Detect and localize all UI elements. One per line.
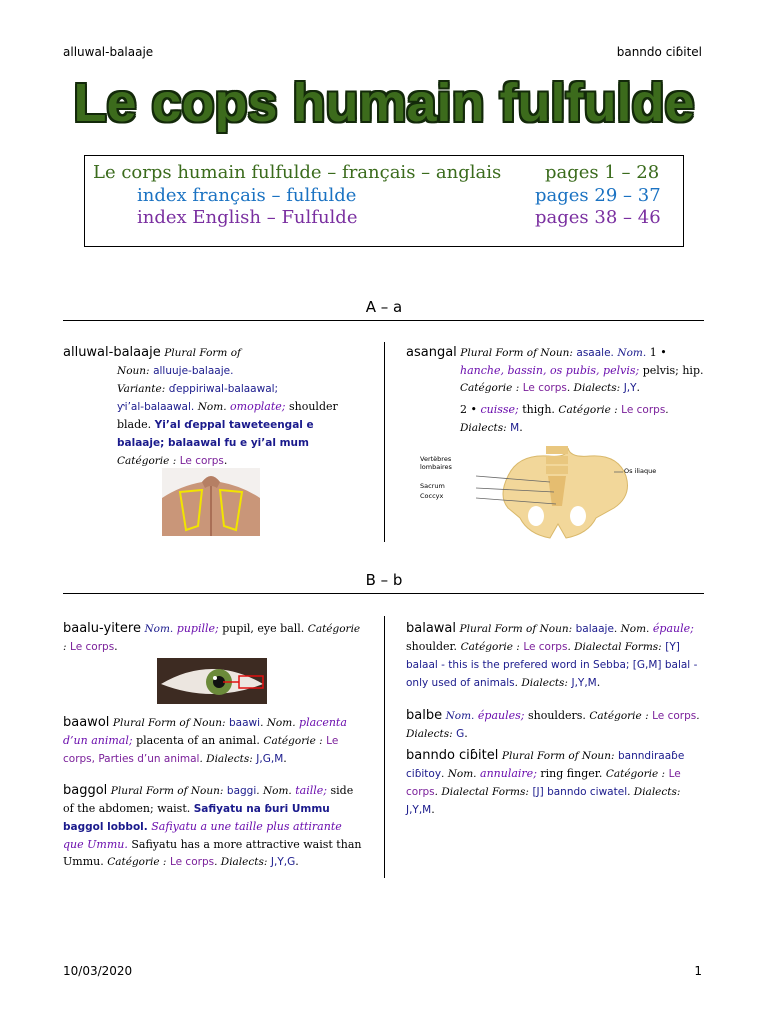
- example-sentence: Yi’al ɗeppal taweteengal e balaaje; balaawal fu e yi’al mum: [117, 419, 314, 449]
- category-value: Le corps, Parties d’un animal: [63, 735, 339, 765]
- english-gloss: placenta of an animal.: [136, 734, 260, 747]
- entry-baalu-yitere: [63, 620, 363, 656]
- english-gloss: thigh.: [522, 403, 555, 416]
- page-number: 1: [694, 964, 702, 978]
- pelvis-diagram: [418, 446, 680, 540]
- english-gloss: pelvis; hip.: [642, 364, 704, 377]
- running-header-right: banndo ciɓitel: [616, 45, 702, 59]
- plural-form: baawi: [229, 717, 261, 729]
- toc-row-3-label: index English – Fulfulde: [137, 207, 358, 228]
- grammar-note: Plural Form of Noun:: [460, 347, 573, 359]
- french-gloss: pupille;: [176, 622, 219, 635]
- dialectal-forms-label: . Dialectal Forms:: [434, 786, 529, 798]
- toc-row-1-label: Le corps humain fulfulde – français – anglais: [93, 162, 502, 183]
- dialects-value: J,G,M: [256, 753, 284, 765]
- punctuation: .: [283, 752, 287, 765]
- headword: asangal: [406, 345, 457, 360]
- toc-row-2-label: index français – fulfulde: [137, 185, 357, 206]
- english-gloss: shoulder blade.: [117, 400, 338, 431]
- variant-form: ƴi’al-balaawal.: [117, 401, 195, 413]
- pos-label: . Nom.: [256, 785, 292, 797]
- category-label: Catégorie :: [558, 404, 618, 416]
- pos-label: . Nom.: [613, 623, 650, 635]
- punctuation: .: [636, 381, 641, 394]
- sense-number: 2 •: [460, 403, 477, 416]
- french-gloss: épaules;: [477, 709, 525, 722]
- french-gloss: annulaire;: [480, 767, 537, 780]
- plural-form: alluuje-balaaje.: [153, 365, 234, 377]
- dialects-label: . Dialects:: [199, 753, 253, 765]
- category-value: Le corps: [406, 768, 681, 798]
- french-gloss: taille;: [295, 784, 328, 797]
- section-heading-b: B – b: [365, 571, 403, 589]
- dialects-value: J,Y,M: [571, 677, 597, 689]
- variant-label: Variante:: [117, 383, 166, 395]
- category-label: Catégorie :: [117, 455, 177, 467]
- category-label: Catégorie :: [63, 623, 361, 653]
- headword: alluwal-balaaje: [63, 345, 161, 360]
- pos-label: Nom.: [445, 710, 475, 722]
- pos-label: Nom.: [197, 401, 227, 413]
- toc-row-3-pages: pages 38 – 46: [535, 207, 661, 228]
- category-value: Le corps: [621, 404, 666, 416]
- pos-label: Nom.: [144, 623, 174, 635]
- category-label: Catégorie :: [107, 856, 167, 868]
- french-gloss: épaule;: [652, 622, 694, 635]
- headword: baggol: [63, 783, 108, 798]
- grammar-note: Plural Form of Noun:: [110, 785, 224, 797]
- dialectal-forms-value: [J] banndo ciwatel: [532, 786, 628, 798]
- english-gloss: shoulder.: [406, 640, 458, 653]
- dialects-label: . Dialects:: [566, 382, 621, 394]
- french-gloss: omoplate;: [230, 400, 286, 413]
- shoulder-blade-image: [162, 468, 260, 536]
- category-value: Le corps: [523, 641, 568, 653]
- category-value: Le corps: [522, 382, 567, 394]
- entry-baggol: [63, 782, 363, 871]
- label-coccyx: Coccyx: [420, 492, 444, 500]
- category-label: Catégorie :: [460, 641, 520, 653]
- dialects-label: . Dialects:: [627, 786, 681, 798]
- section-rule-a: [63, 320, 704, 321]
- dialects-value: G: [456, 728, 465, 740]
- punctuation: .: [464, 727, 468, 740]
- category-label: Catégorie :: [589, 710, 649, 722]
- punctuation: .: [519, 421, 523, 434]
- dialects-value: J,Y: [623, 382, 637, 394]
- dialects-label: . Dialects:: [214, 856, 268, 868]
- grammar-note: Plural Form of Noun:: [501, 750, 615, 762]
- grammar-note: Plural Form of: [164, 347, 241, 359]
- punctuation: .: [431, 803, 435, 816]
- column-divider-b: [384, 616, 385, 878]
- dialects-label: . Dialects:: [460, 404, 669, 434]
- toc-row-1-pages: pages 1 – 28: [545, 162, 660, 183]
- entry-balbe: [406, 707, 706, 743]
- eye-image: [157, 658, 267, 704]
- entry-baawol: [63, 714, 363, 768]
- headword: baawol: [63, 715, 110, 730]
- category-label: Catégorie :: [460, 382, 520, 394]
- headword: baalu-yitere: [63, 621, 141, 636]
- punctuation: .: [223, 454, 228, 467]
- entry-alluwal-balaaje: [63, 344, 363, 470]
- headword: balbe: [406, 708, 443, 723]
- grammar-note: Noun:: [117, 365, 150, 377]
- entry-asangal: [406, 344, 706, 437]
- label-iliac: Os iliaque: [624, 467, 657, 475]
- toc-row-2-pages: pages 29 – 37: [535, 185, 661, 206]
- footer-date: 10/03/2020: [63, 964, 133, 978]
- punctuation: .: [114, 640, 118, 653]
- pos-label: Nom.: [617, 347, 647, 359]
- plural-form: balaaje: [575, 623, 614, 635]
- category-label: Catégorie :: [263, 735, 323, 747]
- example-english: Safiyatu has a more attractive waist than Ummu.: [63, 838, 362, 868]
- dialects-label: . Dialects:: [406, 710, 700, 740]
- english-gloss: side of the abdomen; waist.: [63, 784, 354, 815]
- example-french: Safiyatu a une taille plus attirante que Ummu.: [63, 820, 342, 851]
- section-rule-b: [63, 593, 704, 594]
- column-divider-a: [384, 342, 385, 542]
- pos-label: . Nom.: [260, 717, 296, 729]
- category-value: Le corps: [169, 856, 215, 868]
- category-label: Catégorie :: [605, 768, 666, 780]
- grammar-note: Plural Form of Noun:: [112, 717, 226, 729]
- pos-label: . Nom.: [441, 768, 477, 780]
- dialects-label: . Dialects:: [514, 677, 568, 689]
- entry-balawal: [406, 620, 706, 692]
- french-gloss: placenta d’un animal;: [63, 716, 347, 747]
- punctuation: .: [596, 676, 601, 689]
- headword: banndo ciɓitel: [406, 748, 499, 763]
- category-value: Le corps: [70, 641, 115, 653]
- section-heading-a: A – a: [365, 298, 403, 316]
- french-gloss: hanche, bassin, os pubis, pelvis;: [460, 364, 640, 377]
- category-value: Le corps: [652, 710, 697, 722]
- dialects-value: J,Y,G: [270, 856, 296, 868]
- dialectal-forms-label: . Dialectal Forms:: [567, 641, 662, 653]
- french-gloss: cuisse;: [480, 403, 519, 416]
- example-sentence: Safiyatu na ɓuri Ummu baggol lobbol.: [63, 803, 330, 833]
- grammar-note: Plural Form of Noun:: [459, 623, 573, 635]
- headword: balawal: [406, 621, 457, 636]
- english-gloss: ring finger.: [540, 767, 603, 780]
- sense-number: 1 •: [649, 346, 667, 359]
- punctuation: .: [295, 855, 299, 868]
- english-gloss: pupil, eye ball.: [222, 622, 305, 635]
- dialects-value: J,Y,M: [406, 804, 432, 816]
- running-header-left: alluwal-balaaje: [63, 45, 154, 59]
- page-title: Le cops humain fulfulde: [73, 73, 695, 133]
- label-lumbar: Vertèbres lombaires: [420, 455, 452, 471]
- entry-banndo-cibitel: [406, 747, 706, 819]
- variant-form: ɗeppiriwal-balaawal;: [168, 383, 279, 395]
- plural-form: baggi: [226, 785, 257, 797]
- dialectal-forms-value: [Y] balaal - this is the prefered word in Sebba; [G,M] balal - only used of animals: [406, 641, 698, 689]
- category-value: Le corps: [179, 455, 224, 467]
- english-gloss: shoulders.: [527, 709, 586, 722]
- label-sacrum: Sacrum: [420, 482, 445, 490]
- dialects-value: M: [510, 422, 520, 434]
- plural-form: banndiraaɓe ciɓitoy: [406, 750, 685, 780]
- plural-form: asaale.: [576, 347, 614, 359]
- contents-box: [84, 155, 684, 247]
